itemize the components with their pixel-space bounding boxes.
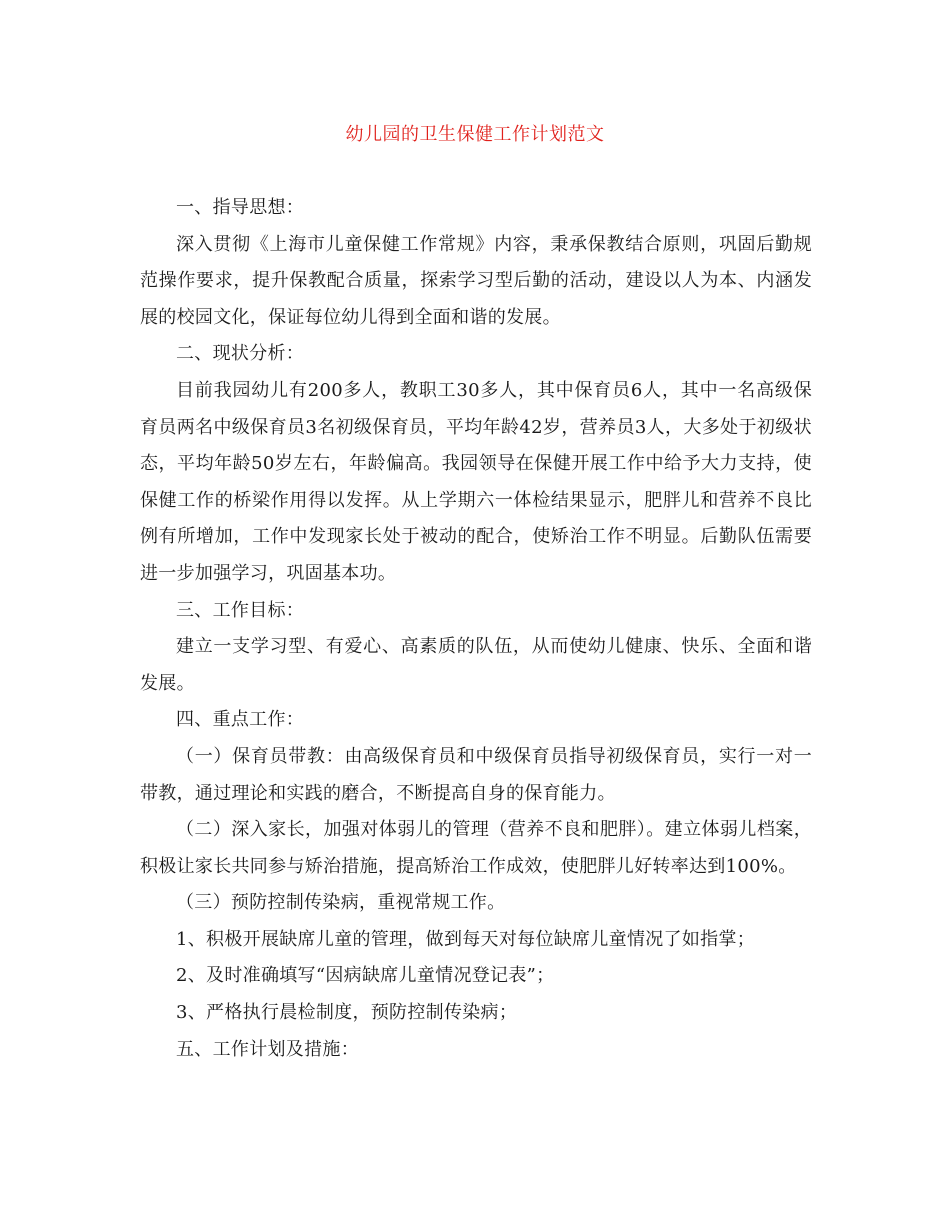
paragraph-key-work-3: （三）预防控制传染病，重视常规工作。	[176, 892, 506, 914]
paragraph-key-work-2: （二）深入家长，加强对体弱儿的管理（营养不良和肥胖）。建立体弱儿档案，积极让家长共同参与矫治措施，提高矫治工作成效，使肥胖儿好转率达到100%。	[140, 819, 812, 877]
paragraph-key-work-1: （一）保育员带教：由高级保育员和中级保育员指导初级保育员，实行一对一带教，通过理论和实践的磨合，不断提高自身的保育能力。	[140, 745, 812, 804]
heading-status-analysis: 二、现状分析：	[176, 343, 305, 365]
list-item-3: 3、严格执行晨检制度，预防控制传染病；	[176, 1002, 518, 1024]
heading-key-work: 四、重点工作：	[176, 709, 305, 731]
list-item-2: 2、及时准确填写“因病缺席儿童情况登记表”；	[176, 965, 555, 987]
paragraph-guiding-ideology: 深入贯彻《上海市儿童保健工作常规》内容，秉承保教结合原则，巩固后勤规范操作要求，提升保教配合质量，探索学习型后勤的活动，建设以人为本、内涵发展的校园文化，保证每位幼儿得到全面和谐的发展。	[140, 233, 812, 328]
heading-plan-measures: 五、工作计划及措施：	[176, 1038, 359, 1060]
heading-guiding-ideology: 一、指导思想：	[176, 197, 305, 218]
document-title: 幼儿园的卫生保健工作计划范文	[345, 124, 605, 145]
document-body	[140, 190, 812, 1068]
heading-work-goals: 三、工作目标：	[176, 599, 305, 621]
paragraph-status-analysis: 目前我园幼儿有200多人，教职工30多人，其中保育员6人，其中一名高级保育员两名中级保育员3名初级保育员，平均年龄42岁，营养员3人，大多处于初级状态，平均年龄50岁左右，年龄偏高。我园领导在保健开展工作中给予大力支持，使保健工作的桥梁作用得以发挥。从上学期六一体检结果显示，肥胖儿和营养不良比例有所增加，工作中发现家长处于被动的配合，使矫治工作不明显。后勤队伍需要进一步加强学习，巩固基本功。	[140, 379, 812, 584]
list-item-1: 1、积极开展缺席儿童的管理，做到每天对每位缺席儿童情况了如指掌；	[176, 928, 756, 950]
paragraph-work-goals: 建立一支学习型、有爱心、高素质的队伍，从而使幼儿健康、快乐、全面和谐发展。	[140, 636, 812, 694]
